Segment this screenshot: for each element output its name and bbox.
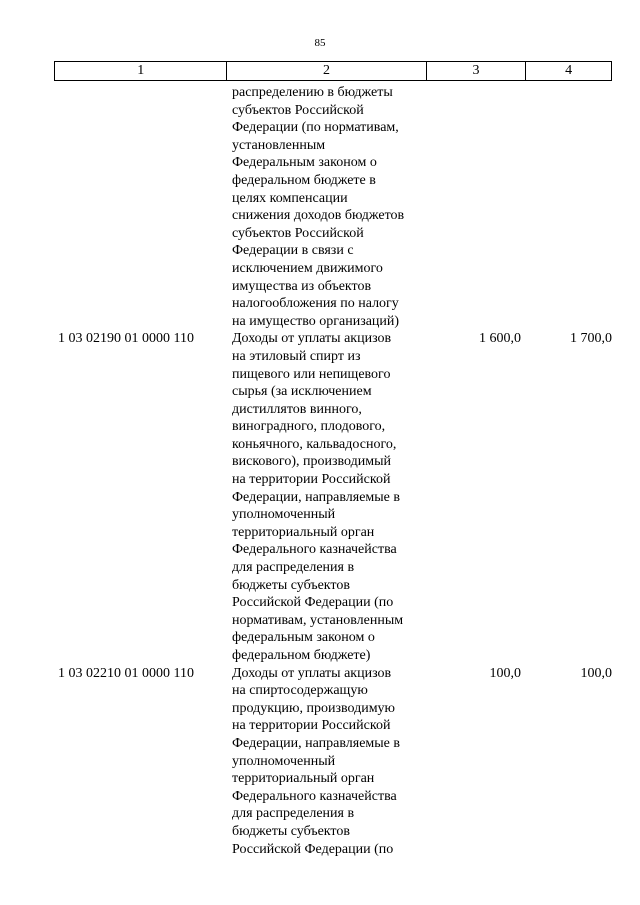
description-line: налогообложения по налогу [232, 296, 399, 312]
description-line: Федерального казначейства [232, 788, 397, 804]
budget-code-cell [54, 84, 227, 330]
value-col-3-cell: 100,0 [489, 665, 521, 681]
description-line: на территории Российской [232, 472, 391, 488]
description-line: на территории Российской [232, 718, 391, 734]
description-line: виноградного, плодового, [232, 419, 386, 435]
table-row [54, 665, 612, 859]
description-line: пищевого или непищевого [232, 366, 391, 382]
description-line: субъектов Российской [232, 225, 364, 241]
description-line: имущества из объектов [232, 278, 372, 294]
budget-code-cell: 1 03 02210 01 0000 110 [58, 665, 194, 681]
description-line: Федерации, направляемые в [232, 735, 400, 751]
table-header [54, 61, 612, 81]
description-line: Федерации, направляемые в [232, 489, 400, 505]
description-line: целях компенсации [232, 190, 348, 206]
description-line: вискового), производимый [232, 454, 391, 470]
description-line: для распределения в [232, 806, 355, 822]
description-cell [227, 84, 427, 330]
description-line: федеральном бюджете) [232, 648, 371, 663]
header-col-3: 3 [427, 62, 527, 80]
description-line: Федерального казначейства [232, 542, 397, 558]
header-col-2: 2 [227, 62, 426, 80]
page-number: 85 [314, 37, 326, 49]
budget-code-cell: 1 03 02190 01 0000 110 [58, 331, 194, 347]
description-line: Доходы от уплаты акцизов [232, 665, 392, 681]
description-line: бюджеты субъектов [232, 577, 350, 593]
description-line: Доходы от уплаты акцизов [232, 331, 392, 347]
description-line: сырья (за исключением [232, 384, 372, 400]
table-row [54, 330, 612, 664]
description-cell [227, 330, 427, 664]
description-line: территориальный орган [232, 771, 375, 787]
description-line: исключением движимого [232, 260, 383, 276]
description-line: продукцию, производимую [232, 700, 396, 716]
description-line: уполномоченный [232, 507, 336, 523]
description-line: Федеральным законом о [232, 155, 377, 171]
description-line: субъектов Российской [232, 102, 364, 118]
description-line: нормативам, установленным [232, 612, 404, 628]
description-line: на спиртосодержащую [232, 683, 368, 699]
description-line: федеральном бюджете в [232, 172, 376, 188]
table-row [54, 84, 612, 330]
value-col-4-cell [527, 84, 612, 330]
description-line: установленным [232, 137, 326, 153]
value-col-4-cell: 1 700,0 [570, 331, 612, 347]
description-line: коньячного, кальвадосного, [232, 436, 397, 452]
header-col-1: 1 [55, 62, 227, 80]
table-body [54, 84, 612, 858]
description-line: на этиловый спирт из [232, 348, 361, 364]
description-line: на имущество организаций) [232, 313, 400, 329]
description-line: дистиллятов винного, [232, 401, 362, 417]
description-line: для распределения в [232, 560, 355, 576]
description-line: Федерации в связи с [232, 243, 354, 259]
value-col-4-cell: 100,0 [580, 665, 612, 681]
value-col-3-cell [427, 84, 527, 330]
description-line: бюджеты субъектов [232, 823, 350, 839]
header-col-4: 4 [565, 63, 573, 78]
description-line: Российской Федерации (по [232, 841, 394, 857]
description-line: снижения доходов бюджетов [232, 208, 405, 224]
description-line: Федерации (по нормативам, [232, 120, 399, 136]
description-line: Российской Федерации (по [232, 595, 394, 611]
description-line: территориальный орган [232, 524, 375, 540]
value-col-3-cell: 1 600,0 [479, 331, 521, 347]
description-line: уполномоченный [232, 753, 336, 769]
description-line: федеральным законом о [232, 630, 375, 646]
description-line: распределению в бюджеты [232, 85, 393, 100]
description-cell [227, 665, 427, 859]
